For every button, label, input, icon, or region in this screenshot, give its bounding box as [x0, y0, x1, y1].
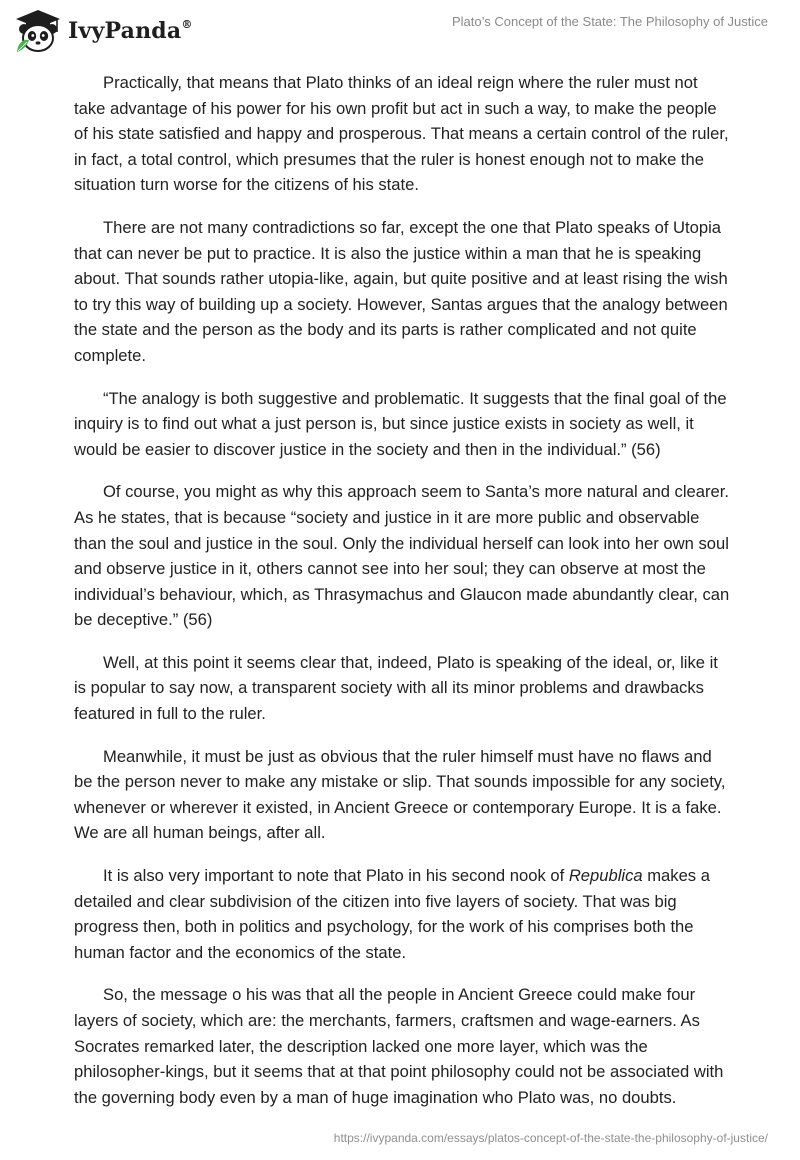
paragraph-4: Of course, you might as why this approach seem to Santa’s more natural and clearer. As he states, that is because “society and justice in it are more public and observable than the soul and justice in the soul. Only the individual herself can look into her own soul and observe justice in it, others cannot see into her soul; they can observe at most the individual’s behaviour, which, as Thrasymachus and Glaucon made abundantly clear, can be deceptive.” (56) — [74, 482, 730, 630]
paragraph-7 — [74, 863, 730, 965]
panda-graduate-icon — [14, 8, 62, 54]
paragraph-6: Meanwhile, it must be just as obvious that the ruler himself must have no flaws and be the person never to make any mistake or slip. That sounds impossible for any society, whenever or wherever it existed, in Ancient Greece or contemporary Europe. It is a fake. We are all human beings, after all. — [74, 746, 726, 843]
brand-name: IvyPanda® — [68, 17, 193, 44]
paragraph-5: Well, at this point it seems clear that, indeed, Plato is speaking of the ideal, or, like it is popular to say now, a transparent society with all its minor problems and drawbacks featured in full to the ruler. — [74, 652, 718, 724]
source-url[interactable]: https://ivypanda.com/essays/platos-concept-of-the-state-the-philosophy-of-justice/ — [333, 1131, 768, 1145]
page-header — [0, 0, 800, 60]
paragraph-7-start: It is also very important to note that Plato in his second nook of — [103, 866, 569, 886]
ivypanda-logo[interactable] — [14, 8, 193, 54]
paragraph-7-end: makes a detailed and clear subdivision of the citizen into five layers of society. That was big progress then, both in politics and psychology, for the work of his comprises both the human factor and the economics of the state. — [74, 866, 710, 962]
paragraph-2: There are not many contradictions so far, except the one that Plato speaks of Utopia that can never be put to practice. It is also the justice within a man that he is speaking about. That sounds rather utopia-like, again, but quite positive and at least rising the wish to try this way of building up a society. However, Santas argues that the analogy between the state and the person as the body and its parts is rather complicated and not quite complete. — [74, 217, 728, 365]
book-title-republica: Republica — [568, 866, 643, 886]
document-title: Plato’s Concept of the State: The Philosophy of Justice — [451, 14, 768, 29]
paragraph-8: So, the message o his was that all the people in Ancient Greece could make four layers of society, which are: the merchants, farmers, craftsmen and wage-earners. As Socrates remarked later, the description lacked one more layer, which was the philosopher-kings, but it seems that at that point philosophy could not be associated with the governing body even by a man of huge imagination who Plato was, no doubts. — [74, 985, 724, 1107]
essay-body — [74, 70, 730, 1127]
paragraph-3-quote: “The analogy is both suggestive and problematic. It suggests that the final goal of the inquiry is to find out what a just person is, but since justice exists in society as well, it would be easier to discover justice in the society and then in the individual.” (56) — [74, 388, 727, 459]
paragraph-1: Practically, that means that Plato thinks of an ideal reign where the ruler must not take advantage of his power for his own profit but act in such a way, to make the people of his state satisfied and happy and prosperous. That means a certain control of the ruler, in fact, a total control, which presumes that the ruler is honest enough not to make the situation turn worse for the citizens of his state. — [74, 73, 729, 195]
